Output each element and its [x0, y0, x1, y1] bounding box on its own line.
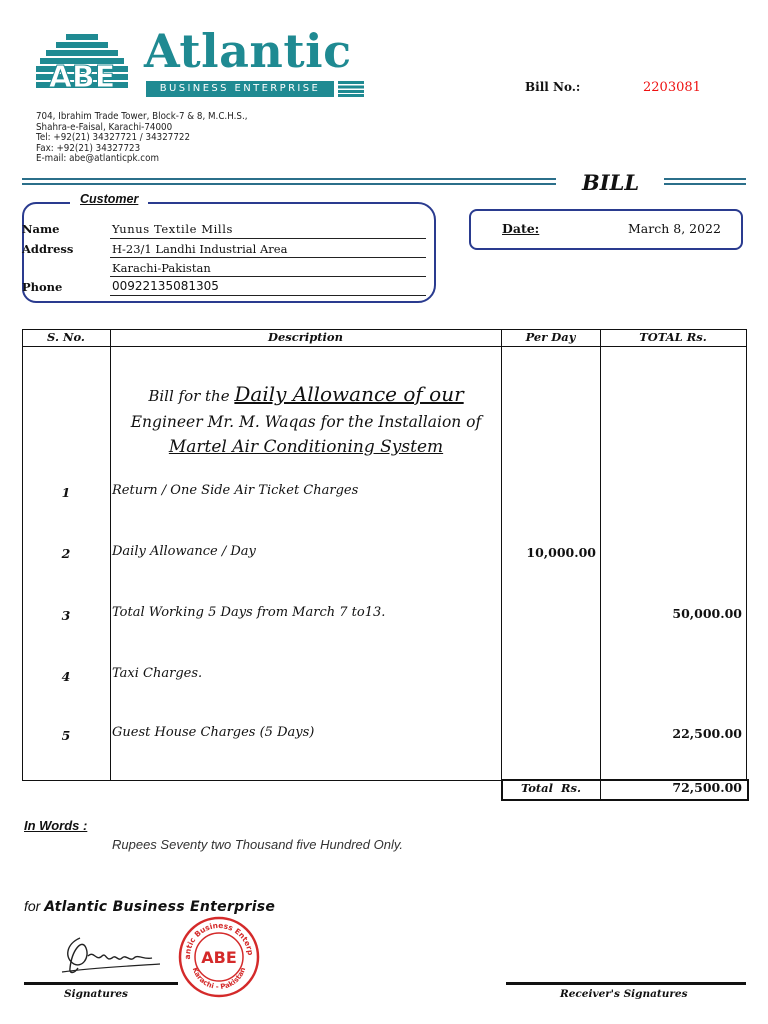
bill-intro-line1: [112, 382, 500, 406]
intro-emphasis: Daily Allowance of our: [234, 382, 464, 406]
company-stamp: [178, 916, 260, 998]
customer-address-line2: Karachi-Pakistan: [112, 261, 211, 275]
bill-intro-line3: Martel Air Conditioning System: [168, 437, 444, 457]
row-4-description: Taxi Charges.: [112, 666, 203, 681]
in-words-value: Rupees Seventy two Thousand five Hundred Only.: [112, 837, 403, 852]
row-5-sno: 5: [61, 728, 71, 743]
logo-mark-text: ABE: [48, 60, 116, 94]
row-3-total: 50,000.00: [672, 606, 742, 621]
header-per-day: Per Day: [525, 330, 576, 344]
customer-name: Yunus Textile Mills: [112, 222, 233, 236]
receiver-signature-label: Receiver's Signatures: [560, 988, 688, 1000]
logo-bars-icon: [338, 81, 364, 97]
field-underline: [110, 276, 426, 277]
intro-prefix: Bill for the: [148, 387, 235, 405]
address-line: Fax: +92(21) 34327723: [36, 142, 141, 154]
svg-text:Karachi - Pakistan: [191, 966, 248, 991]
company-tagline: BUSINESS ENTERPRISE: [146, 81, 334, 97]
row-5-description: Guest House Charges (5 Days): [112, 725, 315, 740]
for-company-line: [24, 898, 275, 915]
header-sno: S. No.: [47, 330, 85, 344]
address-line: E-mail: abe@atlanticpk.com: [36, 153, 159, 165]
row-1-sno: 1: [61, 485, 71, 500]
customer-legend: Customer: [70, 192, 148, 206]
stamp-ring-text: antic Business Enterp: [182, 920, 256, 960]
row-4-sno: 4: [61, 669, 71, 684]
title-rule-right: [664, 178, 746, 180]
bill-intro-line2: Engineer Mr. M. Waqas for the Installaion of: [130, 413, 482, 431]
phone-label: Phone: [22, 280, 63, 294]
row-1-description: Return / One Side Air Ticket Charges: [112, 483, 359, 498]
row-3-description: Total Working 5 Days from March 7 to13.: [112, 605, 386, 620]
name-label: Name: [22, 222, 60, 236]
bill-number: 2203081: [643, 80, 701, 95]
bill-date: March 8, 2022: [628, 221, 721, 236]
address-line: Shahra-e-Faisal, Karachi-74000: [36, 121, 173, 133]
signature-rule: [24, 982, 178, 985]
header-description: Description: [268, 330, 343, 344]
company-logo-mark: [36, 32, 128, 94]
table-column-rule: [600, 329, 601, 780]
address-line: 704, Ibrahim Trade Tower, Block-7 & 8, M.C.H.S.,: [36, 111, 248, 122]
signature-label: Signatures: [64, 988, 128, 1000]
company-name: Atlantic: [144, 24, 352, 78]
row-2-sno: 2: [61, 546, 71, 561]
total-divider: [600, 779, 601, 799]
bill-number-label: Bill No.:: [525, 80, 581, 94]
address-label: Address: [22, 242, 74, 256]
row-2-per-day: 10,000.00: [526, 545, 596, 560]
field-underline: [110, 257, 426, 258]
address-line: Tel: +92(21) 34327721 / 34327722: [36, 132, 191, 144]
title-rule-left: [22, 183, 556, 185]
table-column-rule: [110, 329, 111, 780]
receiver-signature-rule: [506, 982, 746, 985]
stamp-bottom-text: Karachi - Pakistan: [190, 966, 248, 992]
title-rule-left: [22, 178, 556, 180]
date-label: Date:: [502, 221, 540, 236]
field-underline: [110, 295, 426, 296]
customer-phone: 00922135081305: [112, 279, 219, 293]
for-prefix: for: [24, 898, 45, 914]
signature-scribble: [60, 928, 170, 980]
field-underline: [110, 238, 426, 239]
for-company-name: Atlantic Business Enterprise: [44, 899, 276, 915]
header-total: TOTAL Rs.: [639, 330, 707, 344]
row-2-description: Daily Allowance / Day: [112, 544, 256, 559]
total-label: Total Rs.: [520, 781, 582, 795]
table-header-rule: [22, 346, 746, 347]
bill-title: BILL: [582, 170, 640, 195]
stamp-center-text: ABE: [201, 948, 237, 967]
total-value: 72,500.00: [672, 780, 742, 795]
in-words-label: In Words :: [24, 818, 88, 833]
row-5-total: 22,500.00: [672, 726, 742, 741]
title-rule-right: [664, 183, 746, 185]
company-address: [36, 112, 247, 165]
row-3-sno: 3: [61, 608, 71, 623]
customer-address-line1: H-23/1 Landhi Industrial Area: [112, 242, 288, 256]
